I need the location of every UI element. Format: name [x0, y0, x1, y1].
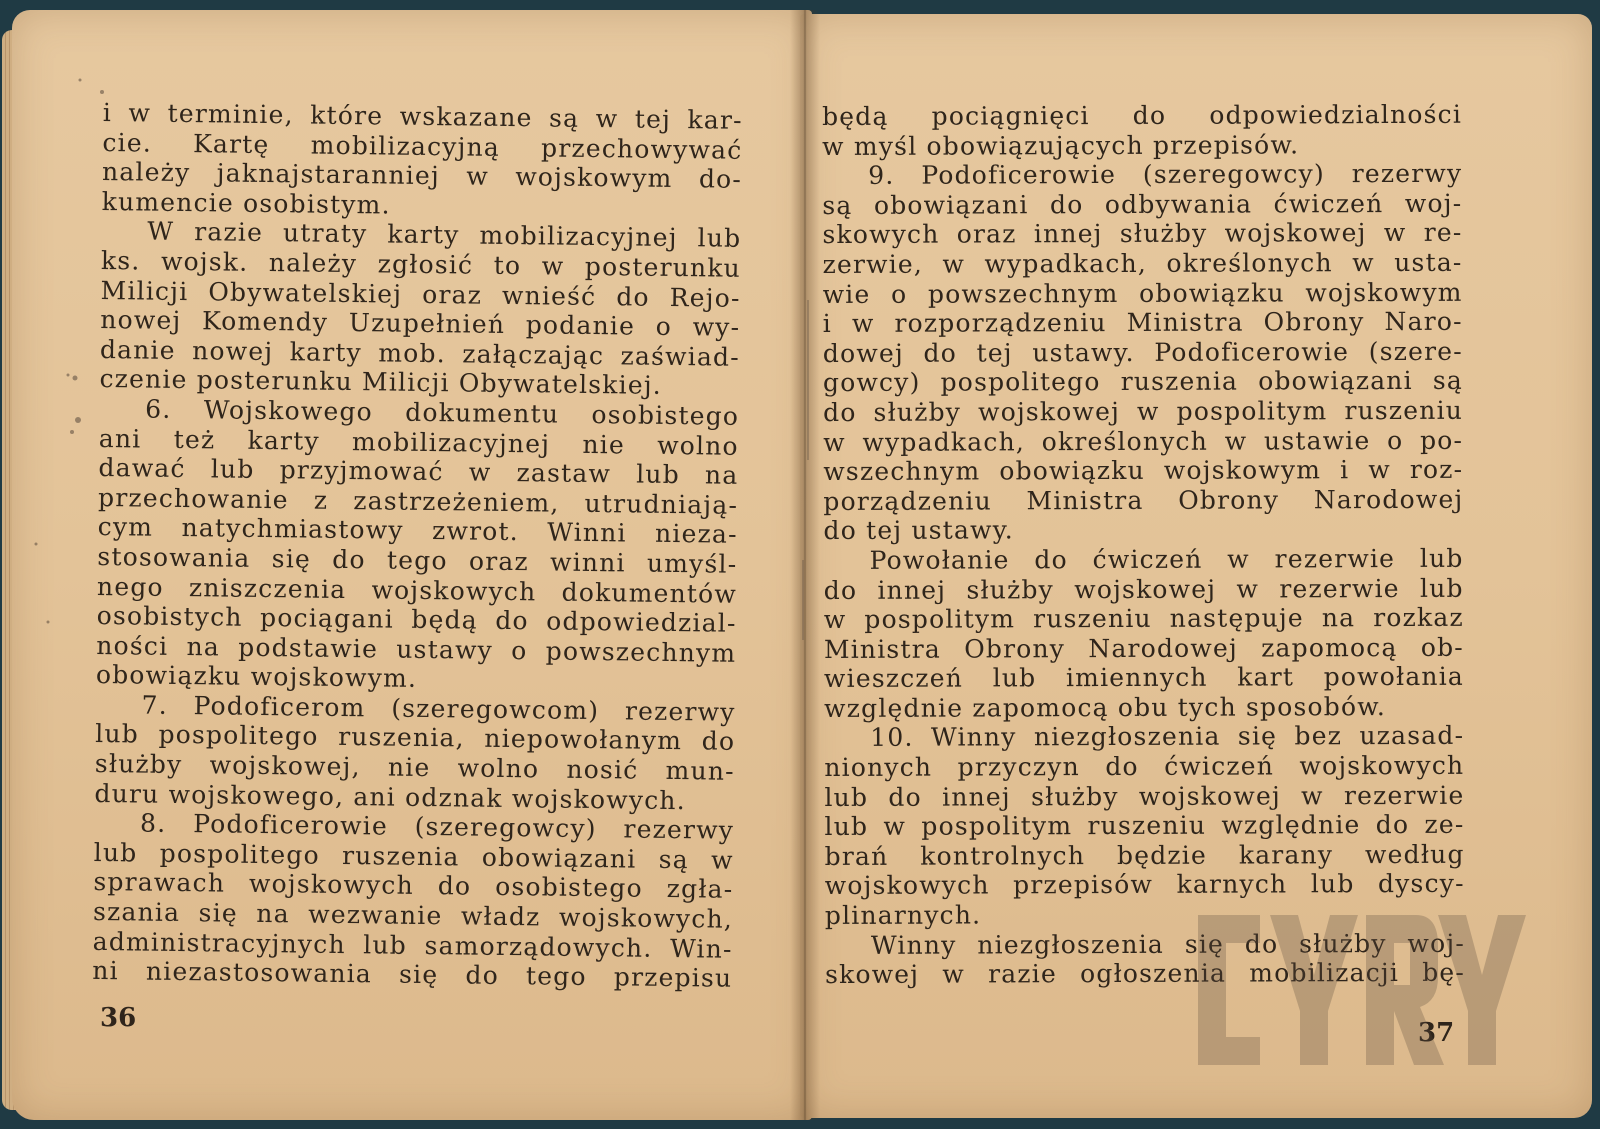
text-line: kumencie osobistym. [101, 186, 391, 220]
paragraph [822, 159, 1463, 546]
text-line: 7. Podoficerom (szeregowcom) rezerwy [141, 690, 736, 727]
paragraph [99, 216, 741, 401]
text-line: będą pociągnięci do odpowiedzialności [822, 99, 1463, 131]
text-line: stosowania się do tego oraz winni umyśl- [97, 541, 738, 579]
text-line: w wypadkach, określonych w ustawie o po- [823, 425, 1464, 457]
text-line: w myśl obowiązujących przepisów. [822, 129, 1300, 161]
text-line: obowiązku wojskowym. [95, 660, 418, 694]
text-line: ności na podstawie ustawy o powszechnym [96, 630, 737, 668]
text-line: zerwie, w wypadkach, określonych w usta- [822, 247, 1463, 279]
text-line: dawać lub przyjmować w zastaw lub na [98, 453, 739, 490]
text-line: wieszczeń lub imiennych kart powołania [823, 662, 1465, 694]
text-line: porządzeniu Ministra Obrony Narodowej [823, 484, 1464, 516]
paragraph [822, 100, 1462, 161]
text-line: Ministra Obrony Narodowej zapomocą ob- [823, 632, 1464, 664]
text-line: administracyjnych lub samorządowych. Win- [92, 926, 733, 964]
text-line: służby wojskowej, nie wolno nosić mun- [94, 749, 735, 786]
text-line: czenie posterunku Milicji Obywatelskiej. [99, 364, 663, 401]
paragraph [94, 690, 735, 816]
text-line: plinarnych. [824, 900, 982, 931]
text-line: sprawach wojskowych do osobistego zgła- [93, 867, 734, 905]
text-line: 10. Winny niezgłoszenia się bez uzasad- [870, 721, 1465, 753]
text-line: nowej Komendy Uzupełnień podanie o wy- [100, 305, 741, 342]
text-line: i w rozporządzeniu Ministra Obrony Naro- [822, 306, 1463, 339]
text-line: są obowiązani do odbywania ćwiczeń woj- [822, 188, 1463, 220]
text-line: 8. Podoficerowie (szeregowcy) rezerwy [139, 808, 735, 846]
text-line: ani też karty mobilizacyjnej nie wolno [98, 423, 739, 461]
text-line: W razie utraty karty mobilizacyjnej lub [147, 216, 742, 254]
text-line: należy jaknajstaranniej w wojskowym do- [101, 157, 743, 194]
text-line: do służby wojskowej w pospolitym ruszeniu [823, 395, 1464, 427]
text-line: duru wojskowego, ani odznak wojskowych. [94, 778, 686, 815]
paragraph [92, 808, 734, 993]
text-line: danie nowej karty mob. załączając zaświad- [99, 334, 741, 372]
text-line: 9. Podoficerowie (szeregowcy) rezerwy [868, 158, 1463, 191]
text-line: względnie zapomocą obu tych sposobów. [824, 691, 1387, 723]
text-line: 6. Wojskowego dokumentu osobistego [145, 394, 740, 431]
book-spine [790, 10, 820, 1120]
text-line: szania się na wezwanie władz wojskowych, [92, 896, 734, 934]
text-line: Milicji Obywatelskiej oraz wnieść do Rejo- [100, 275, 741, 313]
paragraph [96, 394, 740, 698]
text-line: Powołanie do ćwiczeń w rezerwie lub [869, 543, 1464, 575]
text-line: nionych przyczyn do ćwiczeń wojskowych [824, 750, 1465, 783]
text-line: nego zniszczenia wojskowych dokumentów [96, 571, 738, 609]
text-line: do innej służby wojskowej w rezerwie lub [823, 573, 1464, 605]
text-line: Winny niezgłoszenia się do służby woj- [870, 928, 1465, 960]
text-line: osobistych pociągani będą do odpowiedzial- [96, 601, 737, 638]
right-page-text [822, 100, 1465, 990]
text-line: przechowanie z zastrzeżeniem, utrudniają- [97, 482, 739, 520]
text-line: ni niezastosowania się do tego przepisu [92, 956, 733, 993]
right-page-number: 37 [1418, 1018, 1455, 1048]
left-page-text [92, 98, 743, 994]
text-line: lub pospolitego ruszenia obowiązani są w [93, 837, 734, 875]
text-line: cym natychmiastowy zwrot. Winni nieza- [97, 512, 738, 550]
left-page-number: 36 [100, 1003, 137, 1033]
text-line: lub pospolitego ruszenia, niepowołanym do [95, 719, 736, 757]
text-line: lub w pospolitym ruszeniu względnie do ze- [824, 810, 1465, 842]
text-line: gowcy) pospolitego ruszenia obowiązani są [822, 366, 1464, 398]
text-line: wszechnym obowiązku wojskowym i w roz- [823, 454, 1464, 487]
text-line: wie o powszechnym obowiązku wojskowym [822, 277, 1463, 309]
text-line: lub do innej służby wojskowej w rezerwie [824, 780, 1465, 812]
text-line: ks. wojsk. należy zgłosić to w posterunku [100, 245, 742, 283]
text-line: skowych oraz innej służby wojskowej w re- [822, 218, 1463, 250]
cyryl-watermark-logo [1198, 915, 1534, 1065]
text-line: dowej do tej ustawy. Podoficerowie (szere- [822, 336, 1463, 368]
text-line: wojskowych przepisów karnych lub dyscy- [824, 869, 1465, 901]
text-line: do tej ustawy. [823, 515, 1014, 546]
text-line: skowej w razie ogłoszenia mobilizacji bę- [824, 957, 1466, 990]
text-line: cie. Kartę mobilizacyjną przechowywać [102, 127, 743, 165]
text-line: brań kontrolnych będzie karany według [824, 839, 1465, 871]
paragraph [824, 544, 1465, 724]
text-line: w pospolitym ruszeniu następuje na rozkaz [823, 602, 1464, 635]
paragraph [824, 721, 1465, 930]
paragraph [102, 98, 743, 224]
text-line: i w terminie, które wskazane są w tej kar- [102, 98, 743, 135]
